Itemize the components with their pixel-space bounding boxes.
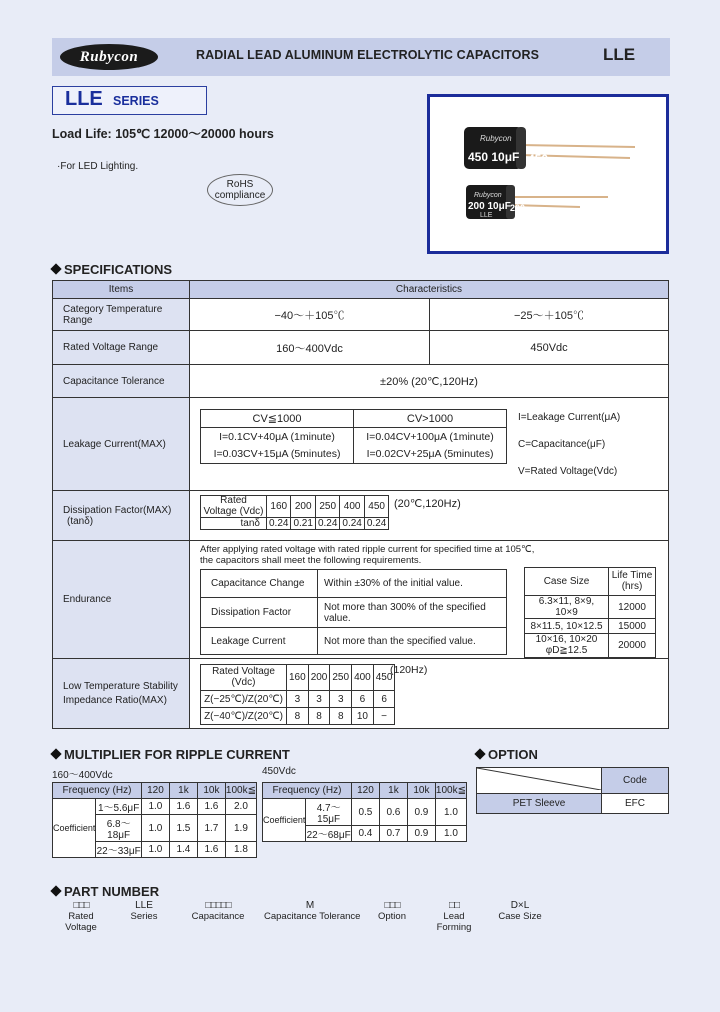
m1-r1-val-3: 1.9 (225, 815, 256, 842)
leakage-legend-v: V=Rated Voltage(Vdc) (518, 466, 618, 477)
multiplier-heading (50, 747, 290, 762)
cap-tolerance-label: Capacitance Tolerance (53, 365, 190, 398)
load-life: Load Life: 105℃ 12000～20000 hours (52, 127, 274, 141)
mult-t1-title: 160～400Vdc (52, 770, 113, 781)
pn-label-4: Option (378, 911, 406, 922)
low-temp-label2: Impedance Ratio(MAX) (63, 694, 167, 706)
m1-r2-val-0: 1.0 (141, 842, 169, 858)
endurance-k-0: Capacitance Change (201, 570, 318, 598)
m1-freq-0: 120 (141, 783, 169, 799)
pn-label-3: Capacitance Tolerance (264, 911, 361, 922)
m2-freq-label: Frequency (Hz) (263, 783, 352, 799)
rated-voltage-v1: 160～400Vdc (190, 331, 430, 365)
life-size-0: 6.3×11, 8×9, 10×9 (525, 596, 609, 619)
m2-r1-val-0: 0.4 (351, 826, 379, 842)
m2-coef-label: Coefficient (263, 799, 306, 842)
option-diagonal-cell (477, 768, 602, 794)
option-heading (474, 747, 538, 762)
diss-voltage-4: 450 (364, 496, 388, 518)
diss-tan-value-4: 0.24 (364, 518, 388, 530)
leakage-legend-c: C=Capacitance(μF) (518, 439, 606, 450)
diamond-icon (50, 748, 61, 759)
cap1-label: 450 10μF (468, 150, 520, 164)
rohs-line1: RoHS (226, 179, 254, 190)
m2-r1-val-1: 0.7 (379, 826, 407, 842)
m2-freq-3: 100k≦ (435, 783, 466, 799)
diss-voltage-0: 160 (267, 496, 291, 518)
diamond-icon (474, 748, 485, 759)
diamond-icon (50, 885, 61, 896)
m2-r1-val-2: 0.9 (407, 826, 435, 842)
m2-r0-val-0: 0.5 (351, 799, 379, 826)
m1-r0-val-3: 2.0 (225, 799, 256, 815)
m1-cap-1: 6.8～18μF (96, 815, 142, 842)
endurance-label: Endurance (53, 541, 190, 659)
endurance-v-1: Not more than 300% of the specified value. (318, 598, 507, 628)
diss-voltage-2: 250 (315, 496, 339, 518)
mult-t2-title: 450Vdc (262, 766, 296, 777)
leakage-h2: CV>1000 (354, 410, 507, 428)
col-items: Items (53, 281, 190, 299)
pn-label-2: Capacitance (191, 911, 245, 922)
m2-freq-0: 120 (351, 783, 379, 799)
endurance-intro: After applying rated voltage with rated ripple current for specified time at 105℃, (200, 544, 535, 555)
leakage-table (200, 409, 507, 464)
cap1-brand: Rubycon (480, 134, 512, 143)
diss-tan-label: tanδ (201, 518, 267, 530)
specifications-heading-text: SPECIFICATIONS (64, 262, 173, 277)
pn-val-1: LLE (135, 900, 153, 911)
low-temp-note: (120Hz) (390, 664, 428, 676)
part-number-heading-text: PART NUMBER (64, 884, 160, 899)
m1-freq-label: Frequency (Hz) (53, 783, 142, 799)
header-series-code: LLE (603, 45, 636, 64)
m1-r1-val-2: 1.7 (197, 815, 225, 842)
lt-row2-value-1: 8 (308, 708, 330, 725)
lt-voltage-3: 400 (352, 665, 374, 691)
cap2-label: 200 10μF (468, 201, 511, 212)
leakage-r2c1: I=0.03CV+15μA (5minutes) (213, 447, 341, 460)
pn-label-5: Lead Forming (436, 911, 472, 933)
low-temp-table (200, 664, 395, 725)
option-row-code: EFC (602, 794, 669, 814)
cap1-side: 450 (528, 152, 549, 166)
lt-row2-label: Z(−40℃)/Z(20℃) (201, 708, 287, 725)
endurance-k-1: Dissipation Factor (201, 598, 318, 628)
leakage-label: Leakage Current(MAX) (53, 398, 190, 491)
capacitor-illustration (430, 97, 666, 251)
m2-r0-val-1: 0.6 (379, 799, 407, 826)
diagonal-line (477, 768, 601, 790)
rated-voltage-v2: 450Vdc (430, 331, 669, 365)
dissipation-label-tan: (tanδ) (67, 515, 94, 527)
m1-r0-val-1: 1.6 (169, 799, 197, 815)
m1-r0-val-2: 1.6 (197, 799, 225, 815)
col-characteristics: Characteristics (190, 281, 669, 299)
lt-row1-value-3: 6 (352, 691, 374, 708)
diss-tan-value-1: 0.21 (291, 518, 315, 530)
pn-val-6: D×L (510, 900, 530, 911)
endurance-table (200, 569, 507, 655)
product-photo (427, 94, 669, 254)
diamond-icon (50, 263, 61, 274)
life-hrs-0: 12000 (609, 596, 656, 619)
endurance-k-2: Leakage Current (201, 628, 318, 655)
leakage-r1c1: I=0.1CV+40μA (1minute) (219, 431, 335, 444)
part-number-row (52, 900, 552, 933)
diss-tan-value-0: 0.24 (267, 518, 291, 530)
m1-r2-val-2: 1.6 (197, 842, 225, 858)
endurance-v-2: Not more than the specified value. (318, 628, 507, 655)
series-label: SERIES (113, 94, 159, 108)
cap2-series: LLE (480, 212, 493, 219)
cap-tolerance-value: ±20% (20℃,120Hz) (190, 365, 669, 398)
multiplier-table-1 (52, 782, 257, 858)
document-title: RADIAL LEAD ALUMINUM ELECTROLYTIC CAPACITORS (196, 48, 540, 62)
m1-r2-val-1: 1.4 (169, 842, 197, 858)
multiplier-table-2 (262, 782, 467, 842)
m2-cap-0: 4.7～15μF (306, 799, 352, 826)
lt-row1-label: Z(−25℃)/Z(20℃) (201, 691, 287, 708)
dissipation-table (200, 495, 389, 530)
lt-rv-label: Rated Voltage (Vdc) (201, 665, 287, 691)
m1-r1-val-0: 1.0 (141, 815, 169, 842)
life-h2: Life Time (hrs) (609, 568, 656, 596)
life-hrs-1: 15000 (609, 619, 656, 634)
m1-r2-val-3: 1.8 (225, 842, 256, 858)
m1-coef-label: Coefficient (53, 799, 96, 858)
diss-voltage-1: 200 (291, 496, 315, 518)
endurance-v-0: Within ±30% of the initial value. (318, 570, 507, 598)
m1-cap-2: 22～33μF (96, 842, 142, 858)
m1-freq-2: 10k (197, 783, 225, 799)
life-time-table (524, 567, 656, 658)
lt-voltage-0: 160 (287, 665, 309, 691)
leakage-h1: CV≦1000 (201, 410, 354, 428)
life-size-1: 8×11.5, 10×12.5 (525, 619, 609, 634)
m2-cap-1: 22～68μF (306, 826, 352, 842)
lt-row2-value-3: 10 (352, 708, 374, 725)
temp-range-v2: −25～＋105℃ (430, 299, 669, 331)
endurance-intro2: the capacitors shall meet the following requirements. (200, 555, 422, 567)
m1-freq-3: 100k≦ (225, 783, 256, 799)
leakage-r1c2: I=0.04CV+100μA (1minute) (366, 431, 494, 444)
temp-range-v1: −40～＋105℃ (190, 299, 430, 331)
lt-row1-value-0: 3 (287, 691, 309, 708)
m2-freq-2: 10k (407, 783, 435, 799)
dissipation-note: (20℃,120Hz) (394, 498, 461, 510)
diss-tan-value-3: 0.24 (340, 518, 364, 530)
m2-r1-val-3: 1.0 (435, 826, 466, 842)
series-code: LLE (65, 88, 103, 110)
feature-led: ·For LED Lighting. (57, 161, 139, 172)
lt-voltage-2: 250 (330, 665, 352, 691)
specifications-table (52, 280, 669, 729)
option-table (476, 767, 669, 814)
m2-r0-val-2: 0.9 (407, 799, 435, 826)
m1-r0-val-0: 1.0 (141, 799, 169, 815)
lt-row1-value-4: 6 (373, 691, 395, 708)
multiplier-heading-text: MULTIPLIER FOR RIPPLE CURRENT (64, 747, 290, 762)
rohs-badge (207, 174, 273, 206)
m1-r1-val-1: 1.5 (169, 815, 197, 842)
pn-label-0: Rated Voltage (65, 911, 97, 933)
lt-voltage-1: 200 (308, 665, 330, 691)
life-hrs-2: 20000 (609, 634, 656, 658)
m2-r0-val-3: 1.0 (435, 799, 466, 826)
low-temp-label1: Low Temperature Stability (63, 680, 178, 692)
pn-label-6: Case Size (498, 911, 542, 922)
pn-val-0: □□□ (73, 900, 89, 911)
m2-freq-1: 1k (379, 783, 407, 799)
pn-val-2: □□□□□ (205, 900, 231, 911)
diss-voltage-3: 400 (340, 496, 364, 518)
temp-range-label: Category Temperature Range (53, 299, 190, 331)
leakage-legend-i: I=Leakage Current(μA) (518, 412, 621, 423)
lt-row2-value-4: − (373, 708, 395, 725)
diss-rv-label: Rated Voltage (Vdc) (201, 496, 267, 518)
m1-freq-1: 1k (169, 783, 197, 799)
lt-voltage-4: 450 (373, 665, 395, 691)
rohs-line2: compliance (214, 190, 266, 201)
rated-voltage-label: Rated Voltage Range (53, 331, 190, 365)
pn-val-3: M (305, 900, 315, 911)
specifications-heading (50, 262, 172, 277)
brand-logo: Rubycon (60, 44, 158, 70)
option-row-label: PET Sleeve (477, 794, 602, 814)
cap2-brand: Rubycon (474, 192, 502, 199)
dissipation-label: Dissipation Factor(MAX) (63, 504, 172, 516)
lt-row2-value-2: 8 (330, 708, 352, 725)
series-box (52, 86, 207, 115)
pn-val-4: □□□ (384, 900, 400, 911)
lt-row2-value-0: 8 (287, 708, 309, 725)
pn-val-5: □□ (448, 900, 460, 911)
lt-row1-value-2: 3 (330, 691, 352, 708)
part-number-heading (50, 884, 159, 899)
cap2-side: 200 (510, 203, 526, 213)
pn-label-1: Series (130, 911, 158, 922)
m1-cap-0: 1～5.6μF (96, 799, 142, 815)
life-size-2: 10×16, 10×20 φD≧12.5 (525, 634, 609, 658)
life-h1: Case Size (525, 568, 609, 596)
leakage-r2c2: I=0.02CV+25μA (5minutes) (366, 447, 494, 460)
option-heading-text: OPTION (488, 747, 538, 762)
lt-row1-value-1: 3 (308, 691, 330, 708)
diss-tan-value-2: 0.24 (315, 518, 339, 530)
option-code-label: Code (602, 768, 669, 794)
